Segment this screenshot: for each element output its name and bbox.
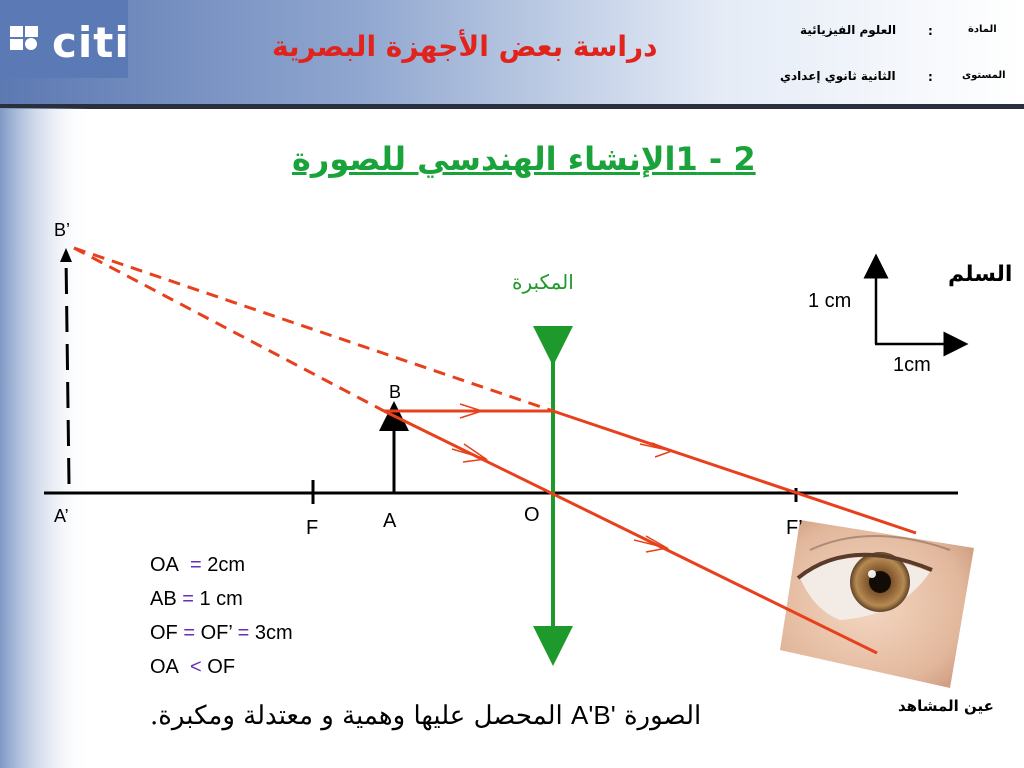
label-b-prime: B’ — [54, 220, 71, 240]
eq-oa-left: OA — [150, 554, 179, 576]
eq-of-right: 3cm — [254, 622, 293, 644]
level-label: المستوى — [962, 70, 1006, 81]
ray-refracted-focus — [553, 411, 916, 533]
ray-through-center — [384, 411, 877, 653]
conclusion-after: المحصل عليها وهمية و معتدلة ومكبرة. — [150, 701, 563, 731]
label-b: B — [389, 382, 402, 402]
eq-ab-left: AB — [150, 588, 177, 610]
ray-arrow-4 — [634, 536, 667, 552]
eq-of-op2: = — [237, 622, 250, 644]
eq-cmp-op: < — [190, 656, 202, 678]
observer-eye-label: عين المشاهد — [898, 697, 994, 715]
label-a-prime: A’ — [54, 506, 69, 526]
conclusion-text — [150, 700, 701, 731]
construction-line-1 — [74, 248, 553, 411]
equation-compare — [150, 656, 235, 679]
level-separator: : — [928, 70, 933, 84]
ray-arrow-1 — [446, 404, 482, 418]
image-arrow-head — [60, 248, 72, 262]
subject-separator: : — [928, 24, 933, 38]
eq-of-left: OF — [150, 622, 178, 644]
eq-cmp-right: OF — [207, 656, 236, 678]
label-f: F — [306, 517, 319, 539]
eq-cmp-left: OA — [150, 656, 179, 678]
level-value: الثانية ثانوي إعدادي — [780, 69, 896, 83]
conclusion-symbol: A'B' — [571, 700, 616, 730]
conclusion-before: الصورة — [623, 701, 702, 731]
section-title: 2 - 1الإنشاء الهندسي للصورة — [292, 140, 756, 178]
eq-of-op1: = — [183, 622, 196, 644]
logo-text: citi — [52, 18, 130, 67]
label-o: O — [524, 504, 540, 526]
construction-line-2 — [74, 248, 384, 411]
eq-oa-right: 2cm — [207, 554, 246, 576]
scale-horizontal-label: 1cm — [893, 354, 931, 376]
label-a: A — [383, 510, 397, 532]
eq-of-mid: OF’ — [200, 622, 233, 644]
page-title: دراسة بعض الأجهزة البصرية — [272, 30, 658, 63]
image-a-prime-b-prime — [66, 256, 69, 484]
eq-ab-right: 1 cm — [199, 588, 243, 610]
ray-arrow-3 — [640, 443, 672, 457]
equation-of — [150, 622, 293, 645]
scale-vertical-label: 1 cm — [808, 290, 852, 312]
eq-oa-op: = — [190, 554, 202, 576]
subject-label: المادة — [968, 24, 997, 35]
eq-ab-op: = — [182, 588, 194, 610]
equation-oa — [150, 554, 245, 577]
equation-ab — [150, 588, 243, 611]
scale-title: السلم — [948, 262, 1013, 287]
lens-label: المكبرة — [512, 270, 574, 294]
label-f-prime: F’ — [786, 517, 803, 539]
subject-value: العلوم الفيزيائية — [800, 23, 897, 37]
